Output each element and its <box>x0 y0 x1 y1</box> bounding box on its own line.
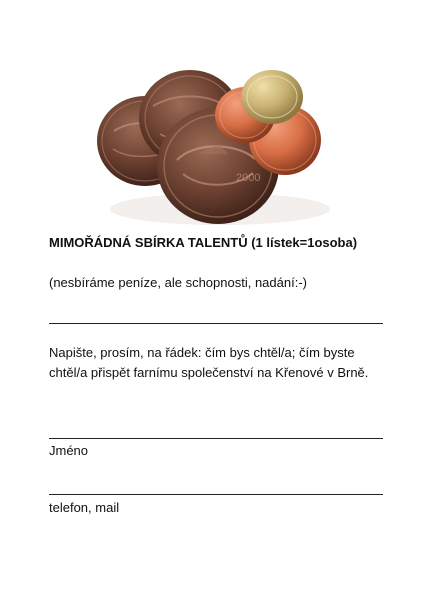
contact-label: telefon, mail <box>49 500 120 515</box>
coins-icon <box>82 58 342 228</box>
name-label: Jméno <box>49 443 89 458</box>
intro-text: (nesbíráme peníze, ale schopnosti, nadání:-) <box>49 275 307 290</box>
contact-line[interactable] <box>49 494 383 495</box>
answer-line[interactable] <box>49 323 383 324</box>
coin-year-label: 2000 <box>236 172 261 184</box>
instruction-text: Napište, prosím, na řádek: čím bys chtěl/a; čím byste chtěl/a přispět farnímu společenství na Křenové v Brně. <box>49 345 369 380</box>
name-line[interactable] <box>49 438 383 439</box>
form-title: MIMOŘÁDNÁ SBÍRKA TALENTŮ (1 lístek=1osoba) <box>49 235 358 250</box>
